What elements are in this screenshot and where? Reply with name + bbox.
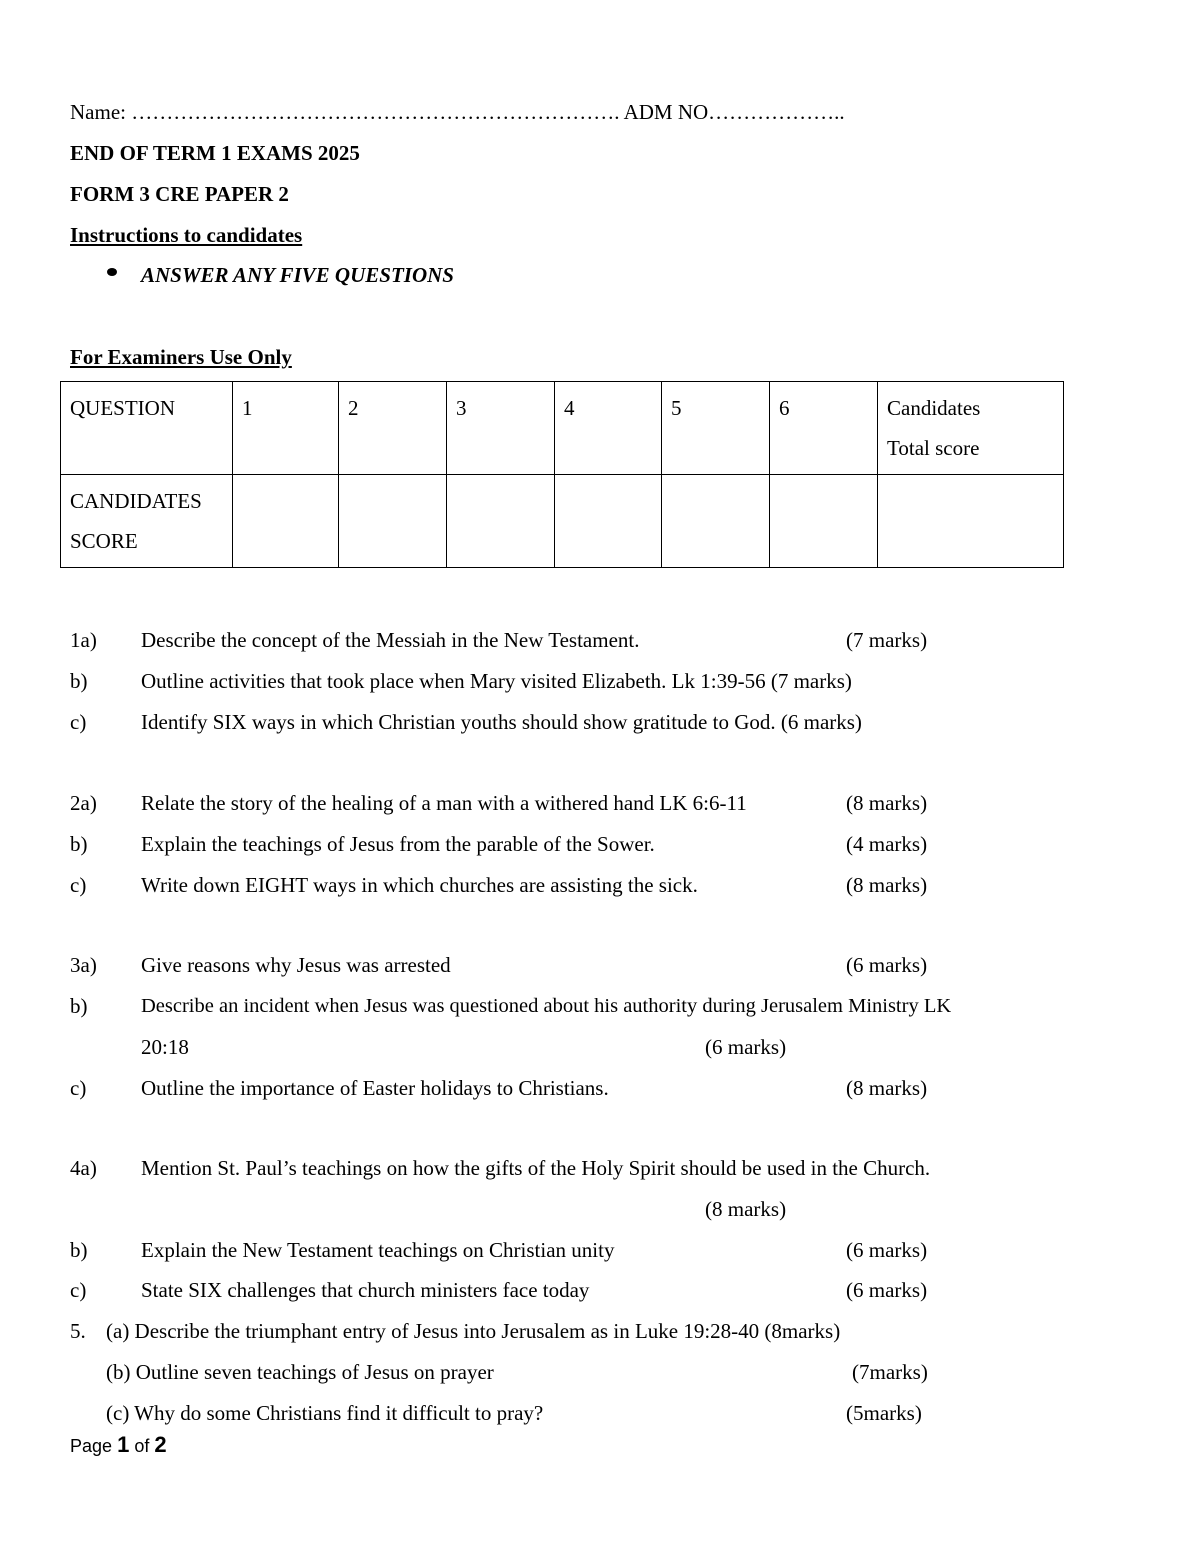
- examiners-heading: For Examiners Use Only: [70, 345, 292, 369]
- question-number-cell: 3: [447, 382, 555, 475]
- question-text: Outline activities that took place when Mary visited Elizabeth. Lk 1:39-56 (7 marks): [141, 669, 852, 693]
- question-number: c): [70, 873, 87, 897]
- question-text: Outline the importance of Easter holidays to Christians.: [141, 1076, 609, 1100]
- question-marks: (4 marks): [846, 832, 928, 856]
- bullet-icon: [107, 268, 117, 276]
- score-label-line2: SCORE: [70, 529, 138, 553]
- table-row: [61, 475, 1064, 568]
- question-marks: (7marks): [852, 1360, 928, 1384]
- question-marks: (6 marks): [846, 953, 928, 977]
- question-number-cell: 5: [662, 382, 770, 475]
- question-marks: (6 marks): [846, 1278, 928, 1302]
- question-number: 3a): [70, 953, 97, 977]
- question-text: Mention St. Paul’s teachings on how the gifts of the Holy Spirit should be used in the Church.: [141, 1156, 931, 1180]
- question-text: 20:18: [141, 1035, 189, 1059]
- score-cell[interactable]: [555, 475, 662, 568]
- instructions-heading: Instructions to candidates: [70, 223, 303, 247]
- question-number: b): [70, 1238, 88, 1262]
- score-cell[interactable]: [339, 475, 447, 568]
- question-marks: (8 marks): [846, 791, 928, 815]
- exam-title: END OF TERM 1 EXAMS 2025: [70, 141, 360, 165]
- page-number: 1: [117, 1432, 130, 1457]
- score-table: [60, 381, 1064, 568]
- question-number: 2a): [70, 791, 97, 815]
- total-label-line1: Candidates: [887, 396, 981, 420]
- question-number-cell: 4: [555, 382, 662, 475]
- question-number: b): [70, 669, 88, 693]
- question-number: b): [70, 832, 88, 856]
- question-number: 1a): [70, 628, 97, 652]
- total-score-cell[interactable]: [878, 475, 1064, 568]
- question-number-cell: 2: [339, 382, 447, 475]
- page-footer: [70, 1432, 167, 1458]
- question-text: (b) Outline seven teachings of Jesus on prayer: [106, 1360, 494, 1384]
- total-label-line2: Total score: [887, 436, 980, 460]
- question-text: Describe an incident when Jesus was questioned about his authority during Jerusalem Ministry LK: [141, 995, 952, 1017]
- question-number-cell: 1: [233, 382, 339, 475]
- question-text: (a) Describe the triumphant entry of Jesus into Jerusalem as in Luke 19:28-40 (8marks): [106, 1319, 841, 1343]
- score-cell[interactable]: [770, 475, 878, 568]
- question-number: b): [70, 994, 88, 1018]
- page-total: 2: [154, 1432, 167, 1457]
- question-text: Write down EIGHT ways in which churches are assisting the sick.: [141, 873, 698, 897]
- question-marks: (5marks): [846, 1401, 922, 1425]
- question-marks: (8 marks): [705, 1197, 787, 1221]
- score-cell[interactable]: [447, 475, 555, 568]
- question-text: Relate the story of the healing of a man with a withered hand LK 6:6-11: [141, 791, 747, 815]
- paper-title: FORM 3 CRE PAPER 2: [70, 182, 289, 206]
- question-text: Explain the teachings of Jesus from the parable of the Sower.: [141, 832, 655, 856]
- question-marks: (8 marks): [846, 1076, 928, 1100]
- instruction-item: ANSWER ANY FIVE QUESTIONS: [141, 263, 454, 287]
- question-text: Identify SIX ways in which Christian youths should show gratitude to God. (6 marks): [141, 710, 862, 734]
- question-text: Describe the concept of the Messiah in the New Testament.: [141, 628, 640, 652]
- question-text: (c) Why do some Christians find it difficult to pray?: [106, 1401, 544, 1425]
- score-label-line1: CANDIDATES: [70, 489, 202, 513]
- table-row: [61, 382, 1064, 475]
- score-row-label-cell: [61, 475, 233, 568]
- score-cell[interactable]: [233, 475, 339, 568]
- question-number: 5.: [70, 1319, 86, 1343]
- question-text: State SIX challenges that church ministers face today: [141, 1278, 590, 1302]
- question-marks: (8 marks): [846, 873, 928, 897]
- question-number-cell: 6: [770, 382, 878, 475]
- of-word: of: [134, 1436, 150, 1456]
- total-header-cell: [878, 382, 1064, 475]
- question-number: c): [70, 710, 87, 734]
- question-marks: (6 marks): [705, 1035, 787, 1059]
- question-header-cell: QUESTION: [61, 382, 233, 475]
- score-cell[interactable]: [662, 475, 770, 568]
- question-number: 4a): [70, 1156, 97, 1180]
- question-text: Give reasons why Jesus was arrested: [141, 953, 451, 977]
- name-adm-line: Name: ……………………………………………………………. ADM NO………………..: [70, 100, 845, 124]
- question-number: c): [70, 1278, 87, 1302]
- question-marks: (6 marks): [846, 1238, 928, 1262]
- question-text: Explain the New Testament teachings on Christian unity: [141, 1238, 615, 1262]
- question-marks: (7 marks): [846, 628, 928, 652]
- question-number: c): [70, 1076, 87, 1100]
- page-word: Page: [70, 1436, 113, 1456]
